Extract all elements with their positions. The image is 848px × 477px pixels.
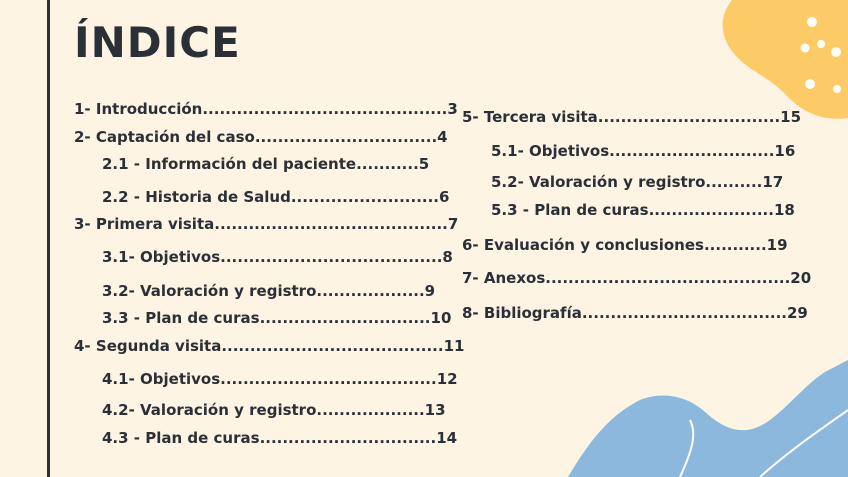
toc-entry[interactable]: 8- Bibliografía....................................29	[462, 304, 808, 322]
toc-entry[interactable]: 2.1 - Información del paciente...........5	[102, 155, 430, 173]
toc-entry[interactable]: 6- Evaluación y conclusiones...........19	[462, 236, 788, 254]
toc-entry[interactable]: 2.2 - Historia de Salud..........................6	[102, 188, 450, 206]
toc-entry[interactable]: 5.2- Valoración y registro..........17	[491, 173, 784, 191]
toc-entry[interactable]: 4.1- Objetivos......................................12	[102, 370, 458, 388]
toc-entry[interactable]: 3.1- Objetivos.......................................8	[102, 248, 453, 266]
yellow-blob	[723, 0, 848, 119]
toc-entry[interactable]: 3.3 - Plan de curas..............................10	[102, 309, 452, 327]
toc-entry[interactable]: 4.2- Valoración y registro...................13	[102, 401, 446, 419]
toc-entry[interactable]: 5.1- Objetivos.............................16	[491, 142, 796, 160]
blue-blob	[568, 360, 848, 477]
toc-entry[interactable]: 3.2- Valoración y registro...................9	[102, 282, 436, 300]
toc-entry[interactable]: 2- Captación del caso................................4	[74, 128, 448, 146]
vertical-rule	[47, 0, 50, 477]
toc-entry[interactable]: 4- Segunda visita.......................................11	[74, 337, 465, 355]
toc-entry[interactable]: 1- Introducción...........................................3	[74, 100, 458, 118]
toc-entry[interactable]: 5- Tercera visita................................15	[462, 108, 802, 126]
toc-entry[interactable]: 3- Primera visita.........................................7	[74, 215, 459, 233]
page-title: ÍNDICE	[74, 18, 241, 67]
toc-entry[interactable]: 7- Anexos...........................................20	[462, 269, 812, 287]
toc-entry[interactable]: 5.3 - Plan de curas......................18	[491, 201, 795, 219]
toc-entry[interactable]: 4.3 - Plan de curas...............................14	[102, 429, 458, 447]
